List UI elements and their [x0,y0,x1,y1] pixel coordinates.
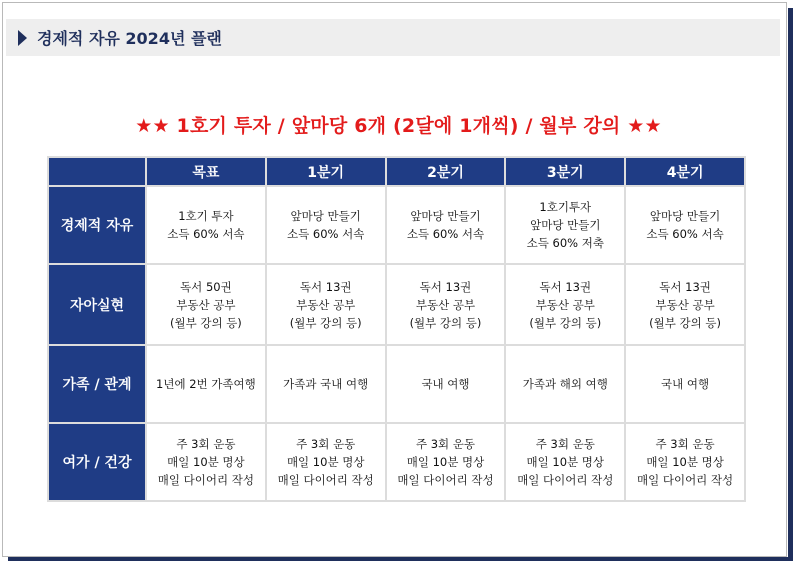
cell-line: 부동산 공부 [535,297,595,312]
slide-shadow-bottom [8,557,793,561]
cell-line: 독서 13권 [539,279,592,294]
plan-table [47,156,746,502]
cell-line: 앞마당 만들기 [530,218,601,232]
cell-line: 소득 60% 서속 [406,227,485,241]
cell-financial-freedom-goal [146,186,266,264]
cell-leisure-health-q3 [505,423,625,501]
cell-financial-freedom-q2 [386,186,506,264]
table-corner-cell [48,157,146,186]
row-header-leisure-health: 여가 / 건강 [48,423,146,501]
cell-line: 앞마당 만들기 [290,209,361,223]
slide-title: 경제적 자유 2024년 플랜 [37,29,222,48]
cell-line: 매일 10분 명상 [406,455,485,469]
cell-self-realization-q3 [505,264,625,345]
table-row [48,345,745,423]
cell-line: (월부 강의 등) [529,315,602,330]
cell-line: 국내 여행 [661,377,710,391]
row-header-financial-freedom: 경제적 자유 [48,186,146,264]
cell-line: 소득 60% 서속 [646,227,724,241]
cell-self-realization-q2 [386,264,506,345]
cell-leisure-health-goal [146,423,266,501]
cell-line: (월부 강의 등) [649,315,721,330]
cell-line: 매일 10분 명상 [646,455,724,469]
cell-line: 매일 다이어리 작성 [517,473,614,487]
cell-line: 부동산 공부 [296,297,356,312]
slide-shadow-right [788,8,793,560]
cell-line: 부동산 공부 [655,297,715,312]
cell-leisure-health-q1 [266,423,386,501]
cell-line: 1호기투자 [539,200,592,214]
cell-line: 매일 다이어리 작성 [277,473,374,487]
cell-line: 독서 13권 [299,279,352,294]
cell-line: 주 3회 운동 [176,437,236,451]
column-header-goal: 목표 [146,157,266,186]
cell-financial-freedom-q4 [625,186,745,264]
headline: ★★ 1호기 투자 / 앞마당 6개 (2달에 1개씩) / 월부 강의 ★★ [135,115,662,137]
cell-financial-freedom-q3 [505,186,625,264]
cell-line: 1호기 투자 [178,209,234,223]
cell-financial-freedom-q1 [266,186,386,264]
cell-line: (월부 강의 등) [289,315,362,330]
cell-line: 독서 13권 [659,279,711,294]
slide-header [6,19,780,56]
cell-line: 부동산 공부 [415,297,476,312]
cell-line: 주 3회 운동 [535,437,595,451]
cell-line: 1년에 2번 가족여행 [156,377,256,391]
cell-line: 앞마당 만들기 [410,209,481,223]
cell-line: (월부 강의 등) [409,315,482,330]
cell-line: 주 3회 운동 [415,437,476,451]
cell-leisure-health-q4 [625,423,745,501]
cell-self-realization-q4 [625,264,745,345]
cell-line: 매일 다이어리 작성 [397,473,494,487]
cell-line: 매일 다이어리 작성 [157,473,254,487]
table-row [48,423,745,501]
cell-self-realization-goal [146,264,266,345]
cell-line: 독서 13권 [419,279,472,294]
row-header-family-relations: 가족 / 관계 [48,345,146,423]
column-header-q1: 1분기 [266,157,386,186]
cell-leisure-health-q2 [386,423,506,501]
cell-line: 주 3회 운동 [655,437,715,451]
cell-family-relations-q3 [505,345,625,423]
column-header-q3: 3분기 [505,157,625,186]
cell-self-realization-q1 [266,264,386,345]
cell-family-relations-q2 [386,345,506,423]
cell-line: 소득 60% 저축 [526,236,604,250]
cell-line: 매일 10분 명상 [526,455,605,469]
cell-line: 가족과 해외 여행 [522,377,608,391]
triangle-bullet-icon [18,30,27,46]
cell-family-relations-q4 [625,345,745,423]
cell-line: (월부 강의 등) [169,315,242,330]
cell-family-relations-goal [146,345,266,423]
column-header-q4: 4분기 [625,157,745,186]
row-header-self-realization: 자아실현 [48,264,146,345]
cell-line: 국내 여행 [421,377,470,391]
cell-line: 가족과 국내 여행 [283,377,369,391]
cell-line: 앞마당 만들기 [649,209,721,223]
cell-line: 독서 50권 [180,279,232,294]
table-row [48,186,745,264]
cell-line: 매일 10분 명상 [286,455,365,469]
cell-line: 소득 60% 서속 [287,227,365,241]
table-row [48,264,745,345]
column-header-q2: 2분기 [386,157,506,186]
cell-family-relations-q1 [266,345,386,423]
cell-line: 부동산 공부 [176,297,236,312]
cell-line: 주 3회 운동 [296,437,356,451]
cell-line: 매일 10분 명상 [167,455,245,469]
cell-line: 매일 다이어리 작성 [636,473,734,487]
cell-line: 소득 60% 서속 [167,227,245,241]
table-header-row [48,157,745,186]
